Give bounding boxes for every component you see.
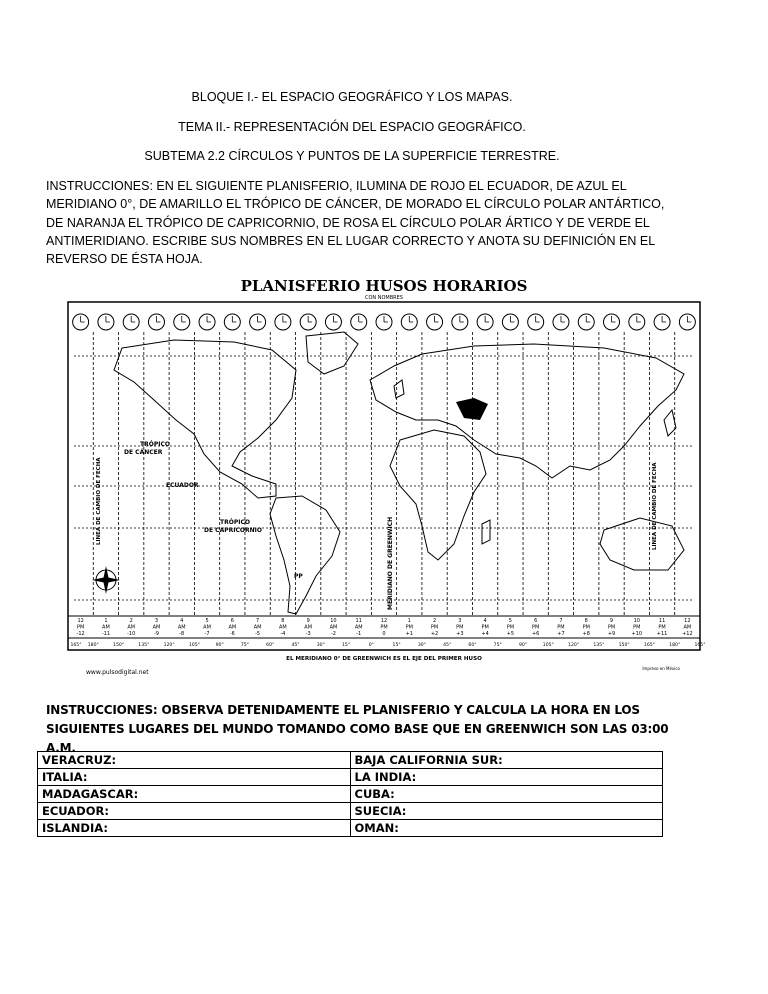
hour-label: AM <box>279 624 287 631</box>
degree-label: 135° <box>138 643 150 648</box>
degree-label: 120° <box>568 643 580 648</box>
table-row <box>38 803 663 820</box>
degree-label: 45° <box>291 643 300 648</box>
hour-label: -8 <box>179 631 185 637</box>
hour-label: PM <box>557 624 565 631</box>
hour-label: -11 <box>101 631 111 637</box>
hour-label: 1 <box>104 618 108 624</box>
hour-label: 11 <box>658 618 666 624</box>
instructions-time-calc: INSTRUCCIONES: OBSERVA DETENIDAMENTE EL PLANISFERIO Y CALCULA LA HORA EN LOS SIGUIENTES LUGARES DEL MUNDO TOMANDO COMO BASE QUE EN GREENWICH SON LAS 03:00 A.M. <box>46 703 669 755</box>
table-row <box>38 769 663 786</box>
date-line-left-label: LINEA DE CAMBIO DE FECHA <box>96 457 102 545</box>
hour-label: -3 <box>305 631 311 637</box>
clock-icon <box>477 314 493 330</box>
hour-label: -9 <box>153 631 159 637</box>
clock-icon <box>250 314 266 330</box>
capricorn-label-2: DE CAPRICORNIO <box>204 527 262 534</box>
hour-label: +10 <box>631 631 643 637</box>
hour-label: 11 <box>355 618 362 624</box>
clock-icon <box>679 314 695 330</box>
clock-icon <box>376 314 392 330</box>
hour-label: AM <box>152 624 161 631</box>
place-cell[interactable]: OMAN: <box>350 820 663 837</box>
hour-label: 3 <box>458 618 462 624</box>
hour-label: +1 <box>405 631 413 637</box>
clock-icon <box>351 314 367 330</box>
degree-label: 180° <box>669 643 681 648</box>
clock-icon <box>654 314 670 330</box>
hour-label: PM <box>582 624 590 631</box>
cancer-label-1: TRÓPICO <box>140 441 170 448</box>
instructions-coloring: INSTRUCCIONES: EN EL SIGUIENTE PLANISFERIO, ILUMINA DE ROJO EL ECUADOR, DE AZUL EL MERIDIANO 0°, DE AMARILLO EL TRÓPICO DE CÁNCER, DE MORADO EL CÍRCULO POLAR ANTÁRTICO, DE NARANJA EL TRÓPICO DE CAPRICORNIO, DE ROSA EL CÍRCULO POLAR ÁRTICO Y DE VERDE EL ANTIMERIDIANO. ESCRIBE SUS NOMBRES EN EL LUGAR CORRECTO Y ANOTA SU DEFINICIÓN EN EL REVERSO DE ÉSTA HOJA. <box>46 179 665 267</box>
hour-label: 12 <box>380 618 388 624</box>
table-row <box>38 820 663 837</box>
pp-label: PP <box>294 573 303 580</box>
degree-label: 75° <box>493 643 502 648</box>
degree-label: 30° <box>417 643 426 648</box>
clock-icon <box>502 314 518 330</box>
degree-label: 105° <box>542 643 554 648</box>
degree-label: 0° <box>368 643 374 648</box>
hour-label: +8 <box>582 631 590 637</box>
hour-label: -5 <box>255 631 261 637</box>
hour-label: AM <box>102 624 110 631</box>
date-line-right-label: LINEA DE CAMBIO DE FECHA <box>652 462 658 550</box>
degree-label: 90° <box>518 643 528 648</box>
place-cell[interactable]: VERACRUZ: <box>38 752 351 769</box>
degree-label: 60° <box>266 643 275 648</box>
places-table <box>37 751 663 837</box>
hour-label: 10 <box>330 618 337 624</box>
hour-label: +12 <box>682 631 693 637</box>
map-title: PLANISFERIO HUSOS HORARIOS <box>240 277 528 295</box>
hour-label: AM <box>304 624 313 631</box>
place-cell[interactable]: MADAGASCAR: <box>38 786 351 803</box>
hour-label: AM <box>203 624 211 631</box>
hour-label: 10 <box>633 618 640 624</box>
hour-label: -12 <box>76 631 85 637</box>
place-cell[interactable]: LA INDIA: <box>350 769 663 786</box>
clock-icon <box>629 314 645 330</box>
clock-icon <box>174 314 190 330</box>
world-time-zone-map <box>44 270 716 684</box>
greenwich-label: MERIDIANO DE GREENWICH <box>387 516 394 610</box>
capricorn-label-1: TRÓPICO <box>220 519 250 526</box>
hour-label: AM <box>127 624 136 631</box>
clock-icon <box>73 314 89 330</box>
hour-label: 12 <box>684 618 691 624</box>
clock-icon <box>123 314 139 330</box>
degree-label: 15° <box>342 643 351 648</box>
hour-label: 4 <box>483 618 487 624</box>
theme-title: TEMA II.- REPRESENTACIÓN DEL ESPACIO GEOGRÁFICO. <box>178 120 526 134</box>
hour-label: -1 <box>356 631 362 637</box>
hour-label: 5 <box>205 618 209 624</box>
hour-label: 3 <box>154 618 159 624</box>
degree-label: 135° <box>593 643 605 648</box>
degree-label: 60° <box>468 643 477 648</box>
hour-label: AM <box>228 624 237 631</box>
hour-label: PM <box>405 624 413 631</box>
subtheme-title: SUBTEMA 2.2 CÍRCULOS Y PUNTOS DE LA SUPERFICIE TERRESTRE. <box>144 149 560 163</box>
degree-label: 180° <box>87 643 99 648</box>
hour-label: +9 <box>607 631 616 637</box>
hour-label: PM <box>76 624 85 631</box>
degree-label: 165° <box>70 643 82 648</box>
hour-label: +7 <box>557 631 565 637</box>
hour-label: 8 <box>281 618 285 624</box>
clock-icon <box>148 314 164 330</box>
degree-label: 120° <box>163 643 175 648</box>
hour-label: +11 <box>656 631 668 637</box>
place-cell[interactable]: ITALIA: <box>38 769 351 786</box>
hour-label: +6 <box>531 631 540 637</box>
print-note: Impreso en México <box>642 666 680 671</box>
madagascar <box>482 520 490 544</box>
clock-icon <box>528 314 544 330</box>
place-cell[interactable]: BAJA CALIFORNIA SUR: <box>350 752 663 769</box>
hour-label: AM <box>354 624 363 631</box>
hour-label: +4 <box>481 631 489 637</box>
clock-icon <box>427 314 443 330</box>
hour-label: 0 <box>382 631 386 637</box>
hour-label: +3 <box>456 631 464 637</box>
table-row <box>38 786 663 803</box>
hour-label: AM <box>177 624 186 631</box>
hour-label: -4 <box>280 631 286 637</box>
hour-label: 7 <box>559 618 563 624</box>
clock-icon <box>578 314 594 330</box>
hour-label: 5 <box>508 618 512 624</box>
clock-icon <box>199 314 215 330</box>
clock-icon <box>300 314 316 330</box>
hour-label: PM <box>532 624 540 631</box>
hour-label: -6 <box>229 631 235 637</box>
clock-icon <box>553 314 569 330</box>
degree-label: 150° <box>113 643 125 648</box>
hour-label: -10 <box>127 631 136 637</box>
clock-icon <box>325 314 341 330</box>
degree-label: 30° <box>316 643 325 648</box>
hour-label: PM <box>380 624 388 631</box>
clock-icon <box>98 314 114 330</box>
equator-label: ECUADOR <box>166 482 199 489</box>
place-cell[interactable]: ISLANDIA: <box>38 820 351 837</box>
hour-label: AM <box>683 624 692 631</box>
hour-label: PM <box>633 624 641 631</box>
hour-label: 6 <box>230 618 234 624</box>
table-row <box>38 752 663 769</box>
clock-icon <box>224 314 240 330</box>
place-cell[interactable]: ECUADOR: <box>38 803 351 820</box>
hour-label: +5 <box>506 631 515 637</box>
hour-label: AM <box>329 624 338 631</box>
degree-label: 105° <box>188 643 200 648</box>
degree-label: 150° <box>618 643 630 648</box>
degree-label: 165° <box>643 643 655 648</box>
hour-label: PM <box>456 624 464 631</box>
degree-label: 90° <box>215 643 224 648</box>
hour-label: 2 <box>129 618 133 624</box>
map-footer: EL MERIDIANO 0° DE GREENWICH ES EL EJE DEL PRIMER HUSO <box>286 656 482 662</box>
hour-label: 8 <box>584 618 588 624</box>
hour-label: PM <box>430 624 439 631</box>
hour-label: -2 <box>330 631 336 637</box>
hour-label: PM <box>506 624 515 631</box>
clock-icon <box>452 314 468 330</box>
hour-label: PM <box>607 624 616 631</box>
degree-label: 15° <box>392 643 401 648</box>
cancer-label-2: DE CÁNCER <box>124 449 163 456</box>
hour-label: 2 <box>432 618 437 624</box>
hour-label: PM <box>658 624 666 631</box>
hour-label: AM <box>253 624 262 631</box>
hour-label: 4 <box>180 618 184 624</box>
map-subtitle: CON NOMBRES <box>365 295 403 301</box>
degree-label: 165° <box>694 643 706 648</box>
hour-label: PM <box>481 624 489 631</box>
hour-label: -7 <box>204 631 210 637</box>
hour-label: 6 <box>534 618 538 624</box>
hour-label: 9 <box>306 618 310 624</box>
clock-icon <box>275 314 291 330</box>
hour-label: +2 <box>430 631 439 637</box>
place-cell[interactable]: SUECIA: <box>350 803 663 820</box>
degree-label: 45° <box>443 643 452 648</box>
place-cell[interactable]: CUBA: <box>350 786 663 803</box>
hour-label: 9 <box>609 618 614 624</box>
clock-icon <box>401 314 417 330</box>
site-credit: www.pulsodigital.net <box>86 669 149 676</box>
hour-label: 1 <box>407 618 411 624</box>
clock-icon <box>604 314 620 330</box>
degree-label: 75° <box>240 643 250 648</box>
block-title: BLOQUE I.- EL ESPACIO GEOGRÁFICO Y LOS MAPAS. <box>191 90 513 104</box>
hour-label: 7 <box>256 618 260 624</box>
hour-label: 12 <box>77 618 84 624</box>
